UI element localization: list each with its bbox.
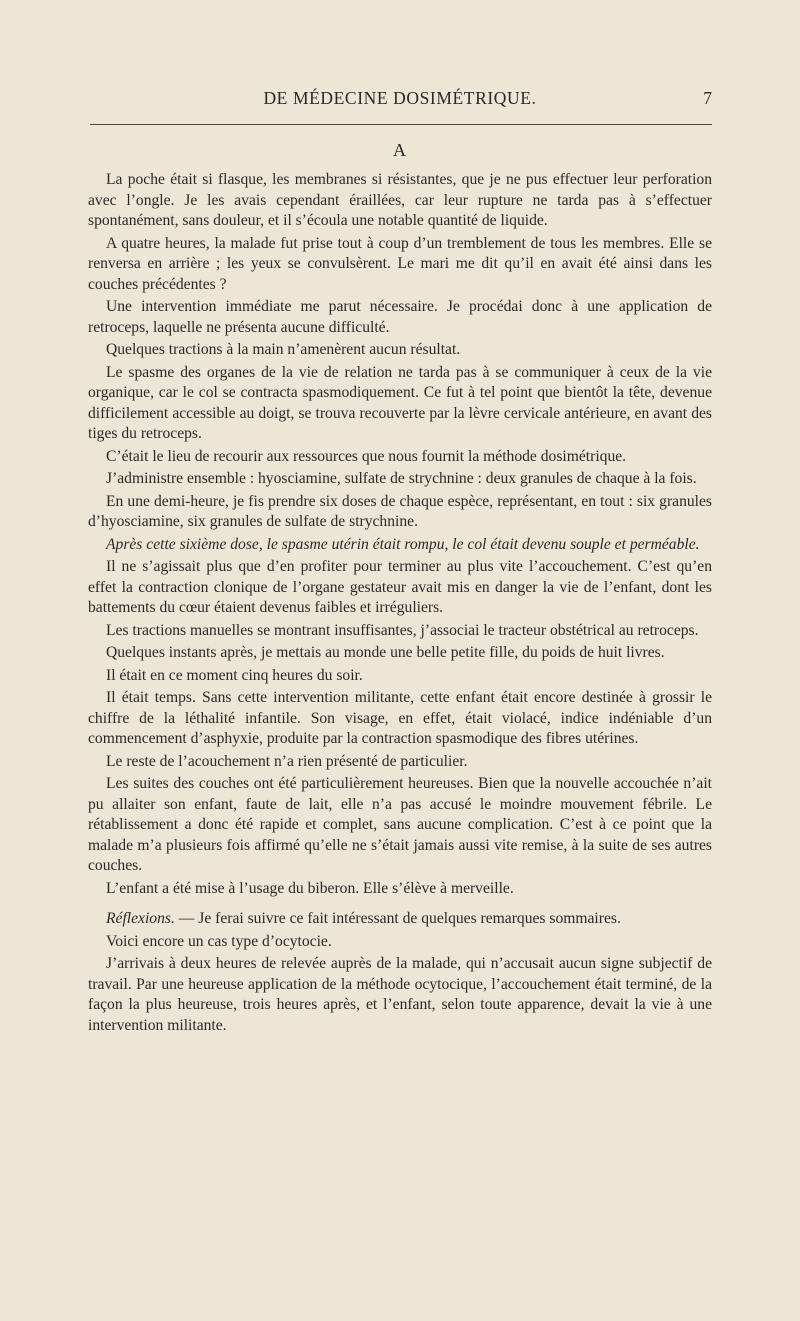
paragraph: Voici encore un cas type d’ocytocie.: [106, 932, 332, 950]
paragraph: Une intervention immédiate me parut nécessaire. Je procédai donc à une application de retroceps, laquelle ne présenta aucune difficulté.: [88, 298, 712, 336]
reflexions-text: — Je ferai suivre ce fait intéressant de quelques remarques sommaires.: [174, 910, 621, 927]
paragraph: Quelques tractions à la main n’amenèrent aucun résultat.: [106, 341, 461, 358]
paragraph: L’enfant a été mise à l’usage du biberon. Elle s’élève à merveille.: [106, 879, 514, 897]
paragraph: Quelques instants après, je mettais au monde une belle petite fille, du poids de huit livres.: [106, 644, 665, 661]
body-text: [88, 170, 712, 1038]
paragraph: Il était en ce moment cinq heures du soir.: [106, 666, 363, 684]
paragraph: Les tractions manuelles se montrant insuffisantes, j’associai le tracteur obstétrical au retroceps.: [106, 621, 699, 639]
reflexions-paragraph: [88, 909, 712, 930]
paragraph: Il ne s’agissait plus que d’en profiter pour terminer au plus vite l’accouchement. C’est qu’en effet la contraction clonique de l’organe gestateur avait mis en danger la vie de l’enfant, dont les battements du cœur étaient devenus faibles et irréguliers.: [88, 558, 712, 616]
paragraph: En une demi-heure, je fis prendre six doses de chaque espèce, représentant, en tout : six granules d’hyosciamine, six granules de sulfate de strychnine.: [88, 492, 712, 530]
section-letter: A: [393, 140, 407, 160]
running-title: DE MÉDECINE DOSIMÉTRIQUE.: [263, 88, 537, 108]
paragraph: Les suites des couches ont été particulièrement heureuses. Bien que la nouvelle accouchée n’ait pu allaiter son enfant, faute de lait, elle n’a pas accusé le moindre mouvement fébrile. Le rétablissement a donc été rapide et complet, sans aucune complication. C’est à ce point que la malade m’a plusieurs fois affirmé qu’elle ne s’était jamais aussi vite remise, à la suite de ses autres couches.: [88, 775, 712, 874]
paragraph: Le reste de l’acouchement n’a rien présenté de particulier.: [106, 752, 468, 770]
italic-paragraph: Après cette sixième dose, le spasme utérin était rompu, le col était devenu souple et perméable.: [106, 535, 700, 553]
paragraph: J’arrivais à deux heures de relevée auprès de la malade, qui n’accusait aucun signe subjectif de travail. Par une heureuse application de la méthode ocytocique, l’accouchement était terminé, de la façon la plus heureuse, trois heures après, et l’enfant, selon toute apparence, devait la vie à une intervention militante.: [88, 955, 712, 1034]
paragraph: C’était le lieu de recourir aux ressources que nous fournit la méthode dosimétrique.: [106, 447, 627, 465]
paragraph: La poche était si flasque, les membranes si résistantes, que je ne pus effectuer leur perforation avec l’ongle. Je les avais cependant éraillées, car leur rupture ne tarda pas à s’effectuer spontanément, sans douleur, et il s’écoula une notable quantité de liquide.: [88, 171, 712, 229]
page-number: 7: [703, 88, 712, 108]
paragraph: Le spasme des organes de la vie de relation ne tarda pas à se communiquer à ceux de la vie organique, car le col se contracta spasmodiquement. Ce fut à tel point que bientôt la tête, devenue difficilement accessible au doigt, se trouva recouverte par la lèvre cervicale antérieure, en avant des tiges du retroceps.: [88, 363, 712, 442]
paragraph: J’administre ensemble : hyosciamine, sulfate de strychnine : deux granules de chaque à la fois.: [106, 470, 697, 487]
reflexions-heading: Réflexions.: [106, 910, 175, 927]
paragraph: A quatre heures, la malade fut prise tout à coup d’un tremblement de tous les membres. Elle se renversa en arrière ; les yeux se convulsèrent. Le mari me dit qu’il en avait été ainsi dans les couches précédentes ?: [88, 234, 712, 293]
paragraph: Il était temps. Sans cette intervention militante, cette enfant était encore destinée à grossir le chiffre de la léthalité infantile. Son visage, en effet, était violacé, indice indéniable d’un commencement d’asphyxie, produite par la contraction spasmodique des fibres utérines.: [88, 689, 712, 747]
header-rule: [90, 124, 712, 125]
running-head: [88, 84, 712, 110]
